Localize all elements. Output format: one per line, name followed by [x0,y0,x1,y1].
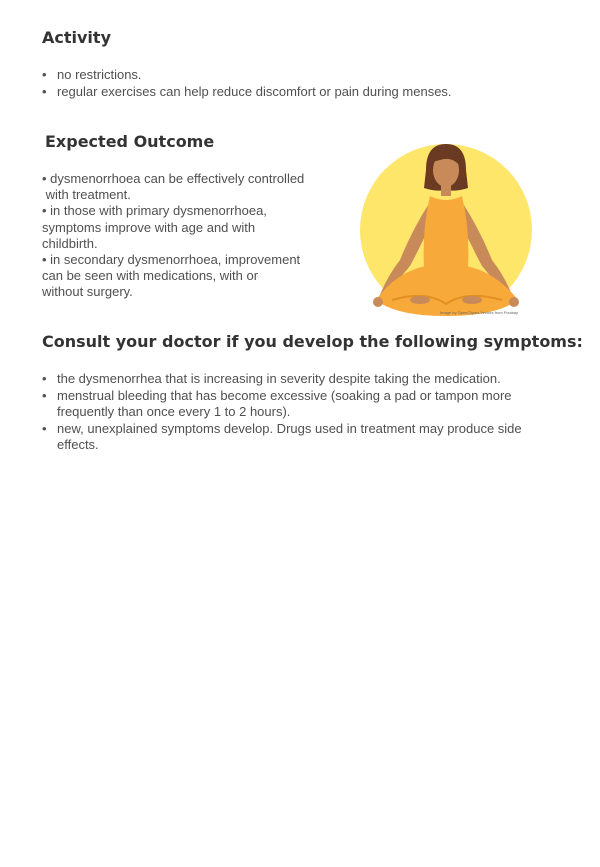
bullet-dot: • [42,371,47,386]
bullet-dot: • [42,67,47,82]
outcome-line: • in secondary dysmenorrhoea, improvement [42,252,301,268]
list-item-text: new, unexplained symptoms develop. Drugs used in treatment may produce side effects. [57,420,522,452]
list-item-text: the dysmenorrhea that is increasing in severity despite taking the medication. [57,371,501,386]
bullet-dot: • [42,83,47,99]
expected-outcome-heading: Expected Outcome [45,132,215,151]
bullet-dot: • [42,387,47,403]
meditation-illustration [356,140,536,322]
image-credit: Image by OpenClipart-Vectors from Pixabay [440,310,519,315]
list-item [42,84,562,101]
list-item [42,421,552,454]
right-hand [509,297,519,307]
outcome-line: • dysmenorrhoea can be effectively controlled [42,171,305,186]
bullet-dot: • [42,420,47,436]
consult-list [42,371,552,454]
list-item-text: no restrictions. [57,67,142,82]
list-item [42,67,562,84]
outcome-line: • in those with primary dysmenorrhoea, [42,203,267,219]
outcome-line: without surgery. [42,284,133,300]
consult-heading: Consult your doctor if you develop the following symptoms: [42,332,583,351]
neck [441,184,451,196]
outcome-line: can be seen with medications, with or [42,268,259,284]
list-item [42,371,552,388]
outcome-line: with treatment. [42,187,131,203]
list-item-text: menstrual bleeding that has become excessive (soaking a pad or tampon more frequently than once every 1 to 2 hours). [57,387,512,419]
dress-top [424,196,469,272]
right-foot [462,296,482,304]
list-item-text: regular exercises can help reduce discomfort or pain during menses. [57,83,452,99]
expected-outcome-text [42,171,362,301]
left-hand [373,297,383,307]
left-foot [410,296,430,304]
list-item [42,388,552,421]
activity-heading: Activity [42,28,111,47]
outcome-line: childbirth. [42,235,98,251]
outcome-line: symptoms improve with age and with [42,219,256,235]
activity-list [42,67,562,100]
